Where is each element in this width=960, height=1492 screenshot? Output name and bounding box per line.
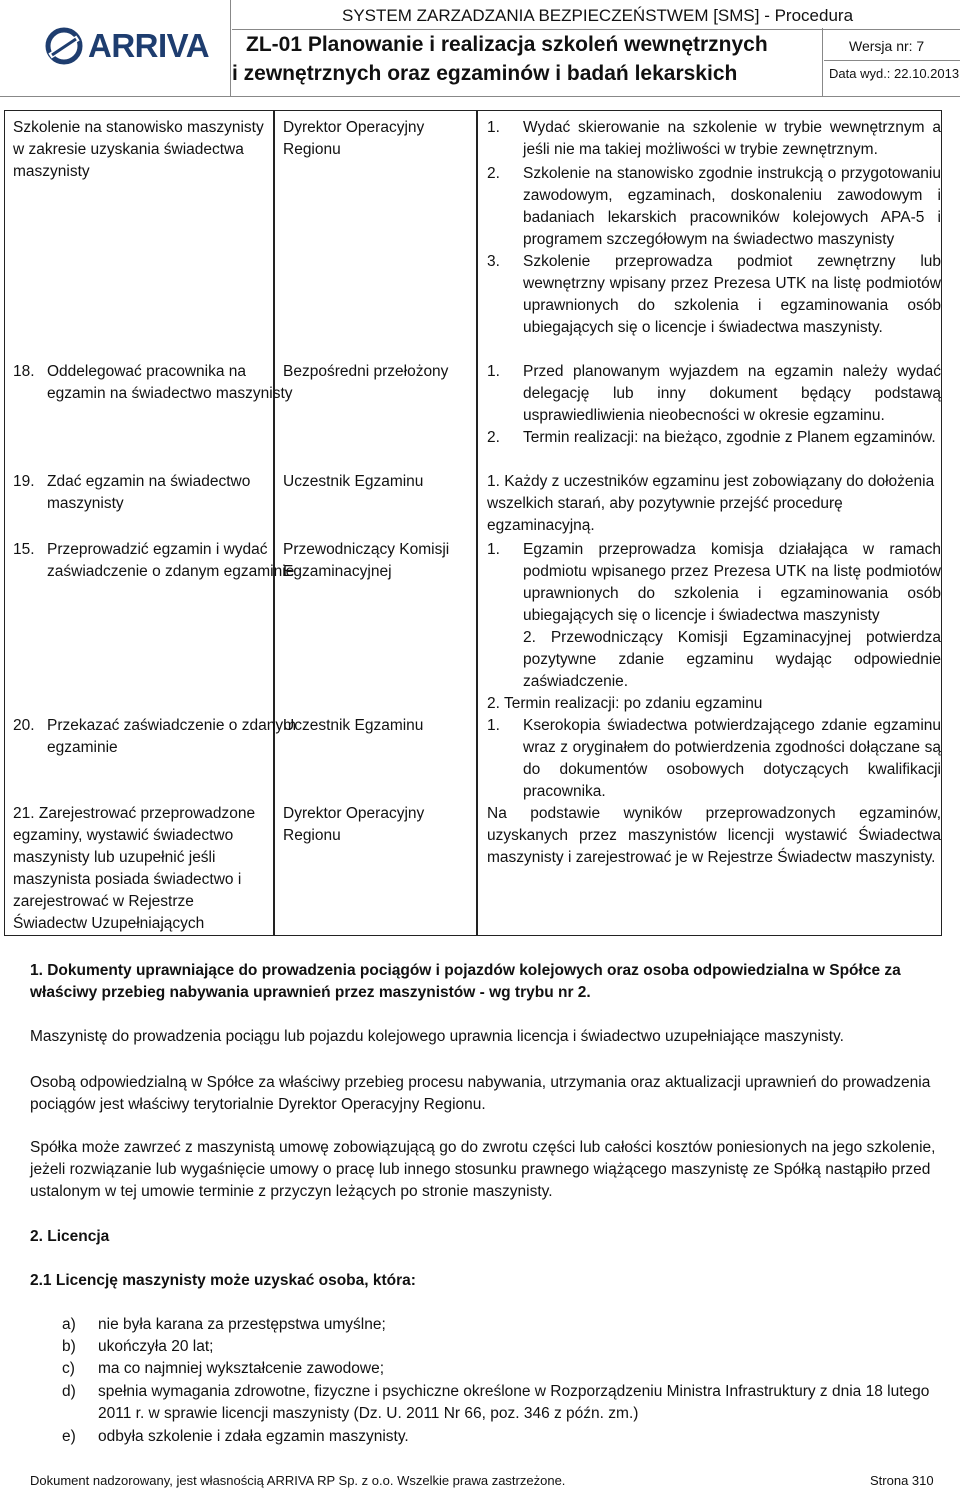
header-bottom-rule <box>0 96 960 97</box>
section-1-heading: 1. Dokumenty uprawniające do prowadzenia pociągów i pojazdów kolejowych oraz osoba odpowiedzialna w Spółce za właściwy przebieg nabywania uprawnień przez maszynistów - wg trybu nr 2. <box>30 962 901 1001</box>
footer-copyright: Dokument nadzorowany, jest własnością ARRIVA RP Sp. z o.o. Wszelkie prawa zastrzeżone. <box>30 1473 566 1488</box>
header-titles <box>232 0 854 96</box>
table-row-actions: 1. Przed planowanym wyjazdem na egzamin należy wydać delegację lub inny dokument będący podstawą usprawiedliwienia nieobecności w okresie egzaminu. 2. Termin realizacji: na bieżąco, zgodnie z Planem egzaminów. <box>487 363 941 446</box>
column-divider <box>476 111 478 935</box>
table-row-actions: 1. Kserokopia świadectwa potwierdzającego zdanie egzaminu wraz z oryginałem do potwierdzenia zgodności dołączane są do dokumentów osobowych dotyczących kwalifikacji pracownika. <box>487 717 941 800</box>
table-row-responsible: Przewodniczący Komisji Egzaminacyjnej <box>283 541 450 580</box>
list-item: d) spełnia wymagania zdrowotne, fizyczne i psychiczne określone w Rozporządzeniu Ministra Infrastruktury z dnia 18 lutego 2011 r. w sprawie licencji maszynisty (Dz. U. 2011 Nr 66, poz. 346 z późn. zm.) <box>62 1383 930 1422</box>
table-row-responsible: Dyrektor Operacyjny Regionu <box>283 119 425 158</box>
procedure-table <box>4 110 942 936</box>
list-item: e) odbyła szkolenie i zdała egzamin maszynisty. <box>62 1428 409 1445</box>
arriva-logo-icon <box>44 26 84 66</box>
table-row-actions: 1. Każdy z uczestników egzaminu jest zobowiązany do dołożenia wszelkich starań, aby pozytywnie przejść procedurę egzaminacyjną. <box>487 473 935 534</box>
version-label: Wersja nr: 7 <box>849 38 925 54</box>
column-divider <box>273 111 275 935</box>
table-row-step: 15. Przeprowadzić egzamin i wydać zaświadczenie o zdanym egzaminie <box>13 541 295 580</box>
paragraph: Spółka może zawrzeć z maszynistą umowę zobowiązującą go do zwrotu części lub całości kosztów poniesionych na jego szkolenie, jeżeli rozwiązanie lub wygaśnięcie umowy o pracę lub innego stosunku prawnego wiążącego maszynistę ze Spółką nastąpiło przed ustalonym w tej umowie terminie z przyczyn leżących po stronie maszynisty. <box>30 1139 936 1200</box>
system-line: SYSTEM ZARZADZANIA BEZPIECZEŃSTWEM [SMS] - Procedura <box>342 6 854 25</box>
table-row-actions: 1. Egzamin przeprowadza komisja działająca w ramach podmiotu wpisanego przez Prezesa UTK na listę podmiotów uprawnionych do szkolenia i egzaminowania osób ubiegających się o licencje i świadectwa maszynisty 2. Przewodniczący Komisji Egzaminacyjnej potwierdza pozytywne zdanie egzaminu wydając odpowiednie zaświadczenie. 2. Termin realizacji: po zdaniu egzaminu <box>487 541 941 712</box>
table-row-responsible: Bezpośredni przełożony <box>283 363 449 380</box>
table-row-step: 19. Zdać egzamin na świadectwo maszynisty <box>13 473 251 512</box>
arriva-logo <box>44 26 209 66</box>
header-divider <box>822 28 823 96</box>
table-row-responsible: Dyrektor Operacyjny Regionu <box>283 805 425 844</box>
table-row-actions: 1. Wydać skierowanie na szkolenie w trybie wewnętrznym a jeśli nie ma takiej możliwości w trybie zewnętrznym. 2. Szkolenie na stanowisko zgodnie instrukcją o przygotowaniu zawodowym, egzaminach, doskonaleniu zawodowym i badaniach lekarskich pracowników kolejowych APA-5 i programem szczegółowym na świadectwo maszynisty 3. Szkolenie przeprowadza podmiot zewnętrzny lub wewnętrzny wpisany przez Prezesa UTK na listę podmiotów uprawnionych do szkolenia i egzaminowania osób ubiegających się o licencje i świadectwa maszynisty. <box>487 119 941 336</box>
paragraph: Maszynistę do prowadzenia pociągu lub pojazdu kolejowego uprawnia licencja i świadectwo uzupełniające maszynisty. <box>30 1028 844 1045</box>
header-meta <box>823 0 960 96</box>
header-divider <box>230 0 231 96</box>
table-row-responsible: Uczestnik Egzaminu <box>283 473 424 490</box>
table-row-actions: Na podstawie wyników przeprowadzonych egzaminów, uzyskanych przez maszynistów licencji wystawić Świadectwa maszynisty i zarejestrować je w Rejestrze Świadectw maszynisty. <box>487 805 941 866</box>
header-divider <box>232 29 960 30</box>
table-row-step: Szkolenie na stanowisko maszynisty w zakresie uzyskania świadectwa maszynisty <box>13 119 264 180</box>
procedure-title-line1: ZL-01 Planowanie i realizacja szkoleń wewnętrznych <box>246 33 768 56</box>
table-row-step: 18. Oddelegować pracownika na egzamin na świadectwo maszynisty <box>13 363 293 402</box>
header-divider <box>824 60 960 61</box>
section-2-heading: 2. Licencja <box>30 1228 110 1245</box>
list-item: b) ukończyła 20 lat; <box>62 1338 214 1355</box>
procedure-title-line2: i zewnętrznych oraz egzaminów i badań lekarskich <box>232 62 738 85</box>
page-header <box>0 0 960 96</box>
table-row-responsible: Uczestnik Egzaminu <box>283 717 424 734</box>
page-number: Strona 310 <box>870 1473 934 1488</box>
list-item: a) nie była karana za przestępstwa umyślne; <box>62 1316 386 1333</box>
table-row-step: 21. Zarejestrować przeprowadzone egzaminy, wystawić świadectwo maszynisty lub uzupełnić jeśli maszynista posiada świadectwo i zarejestrować w Rejestrze Świadectw Uzupełniających <box>13 805 256 932</box>
section-2-1-heading: 2.1 Licencję maszynisty może uzyskać osoba, która: <box>30 1272 416 1289</box>
issue-date: Data wyd.: 22.10.2013 <box>829 66 960 81</box>
table-row-step: 20. Przekazać zaświadczenie o zdanym egzaminie <box>13 717 296 756</box>
paragraph: Osobą odpowiedzialną w Spółce za właściwy przebieg procesu nabywania, utrzymania oraz aktualizacji uprawnień do prowadzenia pociągów jest właściwy terytorialnie Dyrektor Operacyjny Regionu. <box>30 1074 931 1113</box>
list-item: c) ma co najmniej wykształcenie zawodowe; <box>62 1360 385 1377</box>
logo-text: ARRIVA <box>88 27 210 64</box>
